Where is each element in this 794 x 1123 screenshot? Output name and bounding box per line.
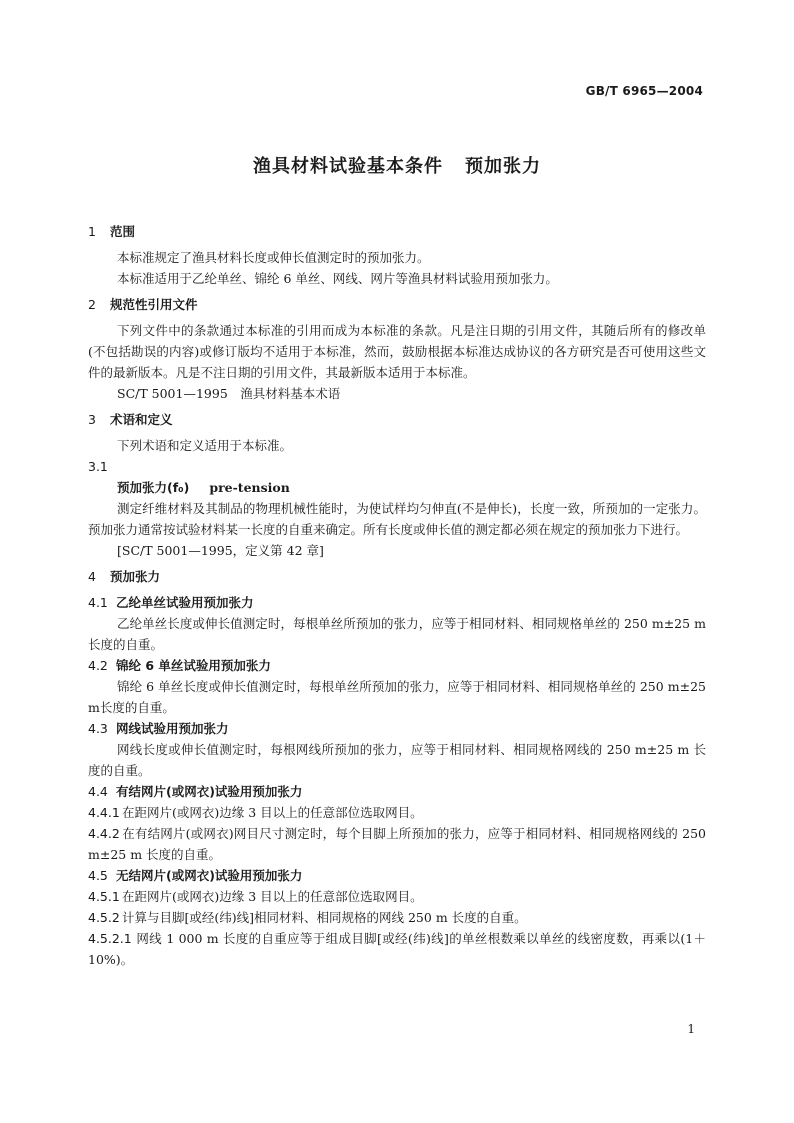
clause-4-5-2-1 (88, 928, 706, 970)
subsection-title: 有结网片(或网衣)试验用预加张力 (116, 784, 303, 799)
subsection-number: 4.5 (88, 868, 108, 883)
section-4-heading (88, 566, 706, 587)
paragraph: 下列文件中的条款通过本标准的引用而成为本标准的条款。凡是注日期的引用文件，其随后所有的修改单(不包括勘误的内容)或修订版均不适用于本标准，然而，鼓励根据本标准达成协议的各方研究是否可使用这些文件的最新版本。凡是不注日期的引用文件，其最新版本适用于本标准。 (88, 323, 706, 380)
paragraph: 本标准适用于乙纶单丝、锦纶 6 单丝、网线、网片等渔具材料试验用预加张力。 (117, 271, 558, 286)
section-number: 1 (88, 224, 96, 239)
section-title: 术语和定义 (110, 412, 173, 427)
subsection-title: 无结网片(或网衣)试验用预加张力 (116, 868, 303, 883)
subsection-4-1-heading (88, 592, 706, 613)
normative-reference: SC/T 5001—1995 渔具材料基本术语 (117, 386, 341, 401)
clause-number: 4.5.1 (88, 889, 120, 904)
subsection-title: 乙纶单丝试验用预加张力 (116, 595, 254, 610)
title-part2: 预加张力 (465, 156, 541, 177)
clause-4-5-1 (88, 886, 706, 907)
subsection-4-3-heading (88, 718, 706, 739)
paragraph: 锦纶 6 单丝长度或伸长值测定时，每根单丝所预加的张力，应等于相同材料、相同规格单丝的 250 m±25 m长度的自重。 (88, 679, 706, 715)
term-chinese: 预加张力(f₀) (117, 480, 190, 495)
section-title: 范围 (110, 224, 136, 239)
clause-4-5-2 (88, 907, 706, 928)
subsection-4-2-heading (88, 655, 706, 676)
term-entry (88, 477, 706, 498)
term-english: pre-tension (209, 480, 290, 495)
section-3-heading (88, 409, 706, 430)
clause-text: 在距网片(或网衣)边缘 3 目以上的任意部位选取网目。 (122, 805, 423, 820)
subsection-title: 网线试验用预加张力 (116, 721, 229, 736)
paragraph: 网线长度或伸长值测定时，每根网线所预加的张力，应等于相同材料、相同规格网线的 250 m±25 m 长度的自重。 (88, 742, 706, 778)
subsection-number: 4.4 (88, 784, 108, 799)
section-2-heading (88, 294, 706, 315)
term-definition: 测定纤维材料及其制品的物理机械性能时，为使试样均匀伸直(不是伸长)，长度一致，所预加的一定张力。预加张力通常按试验材料某一长度的自重来确定。所有长度或伸长值的测定都必须在规定的预加张力下进行。 (88, 501, 706, 537)
section-title: 预加张力 (110, 569, 161, 584)
document-body (88, 216, 706, 970)
clause-text: 在距网片(或网衣)边缘 3 目以上的任意部位选取网目。 (122, 889, 423, 904)
subsection-4-5-heading (88, 865, 706, 886)
section-number: 2 (88, 297, 96, 312)
clause-4-4-1 (88, 802, 706, 823)
subsection-title: 锦纶 6 单丝试验用预加张力 (116, 658, 271, 673)
clause-text: 计算与目脚[或经(纬)线]相同材料、相同规格的网线 250 m 长度的自重。 (122, 910, 527, 925)
section-1-heading (88, 221, 706, 242)
clause-4-4-2 (88, 823, 706, 865)
paragraph: 乙纶单丝长度或伸长值测定时，每根单丝所预加的张力，应等于相同材料、相同规格单丝的 250 m±25 m长度的自重。 (88, 616, 706, 652)
standard-number: GB/T 6965—2004 (585, 84, 703, 98)
subsection-number: 4.2 (88, 658, 108, 673)
term-number: 3.1 (88, 459, 108, 474)
clause-text: 在有结网片(或网衣)网目尺寸测定时，每个目脚上所预加的张力，应等于相同材料、相同规格网线的 250 m±25 m 长度的自重。 (88, 826, 706, 862)
clause-number: 4.4.2 (88, 826, 120, 841)
subsection-number: 4.1 (88, 595, 108, 610)
subsection-number: 4.3 (88, 721, 108, 736)
term-source: [SC/T 5001—1995，定义第 42 章] (117, 543, 324, 558)
paragraph: 本标准规定了渔具材料长度或伸长值测定时的预加张力。 (117, 250, 430, 265)
subsection-4-4-heading (88, 781, 706, 802)
paragraph: 下列术语和定义适用于本标准。 (117, 438, 293, 453)
clause-text: 网线 1 000 m 长度的自重应等于组成目脚[或经(纬)线]的单丝根数乘以单丝的线密度数，再乘以(1＋10%)。 (88, 931, 706, 967)
section-number: 3 (88, 412, 96, 427)
document-title (0, 152, 794, 178)
page-number: 1 (687, 1022, 695, 1036)
section-title: 规范性引用文件 (110, 297, 198, 312)
clause-number: 4.4.1 (88, 805, 120, 820)
clause-number: 4.5.2 (88, 910, 120, 925)
clause-number: 4.5.2.1 (88, 931, 132, 946)
title-part1: 渔具材料试验基本条件 (253, 156, 443, 177)
section-number: 4 (88, 569, 96, 584)
